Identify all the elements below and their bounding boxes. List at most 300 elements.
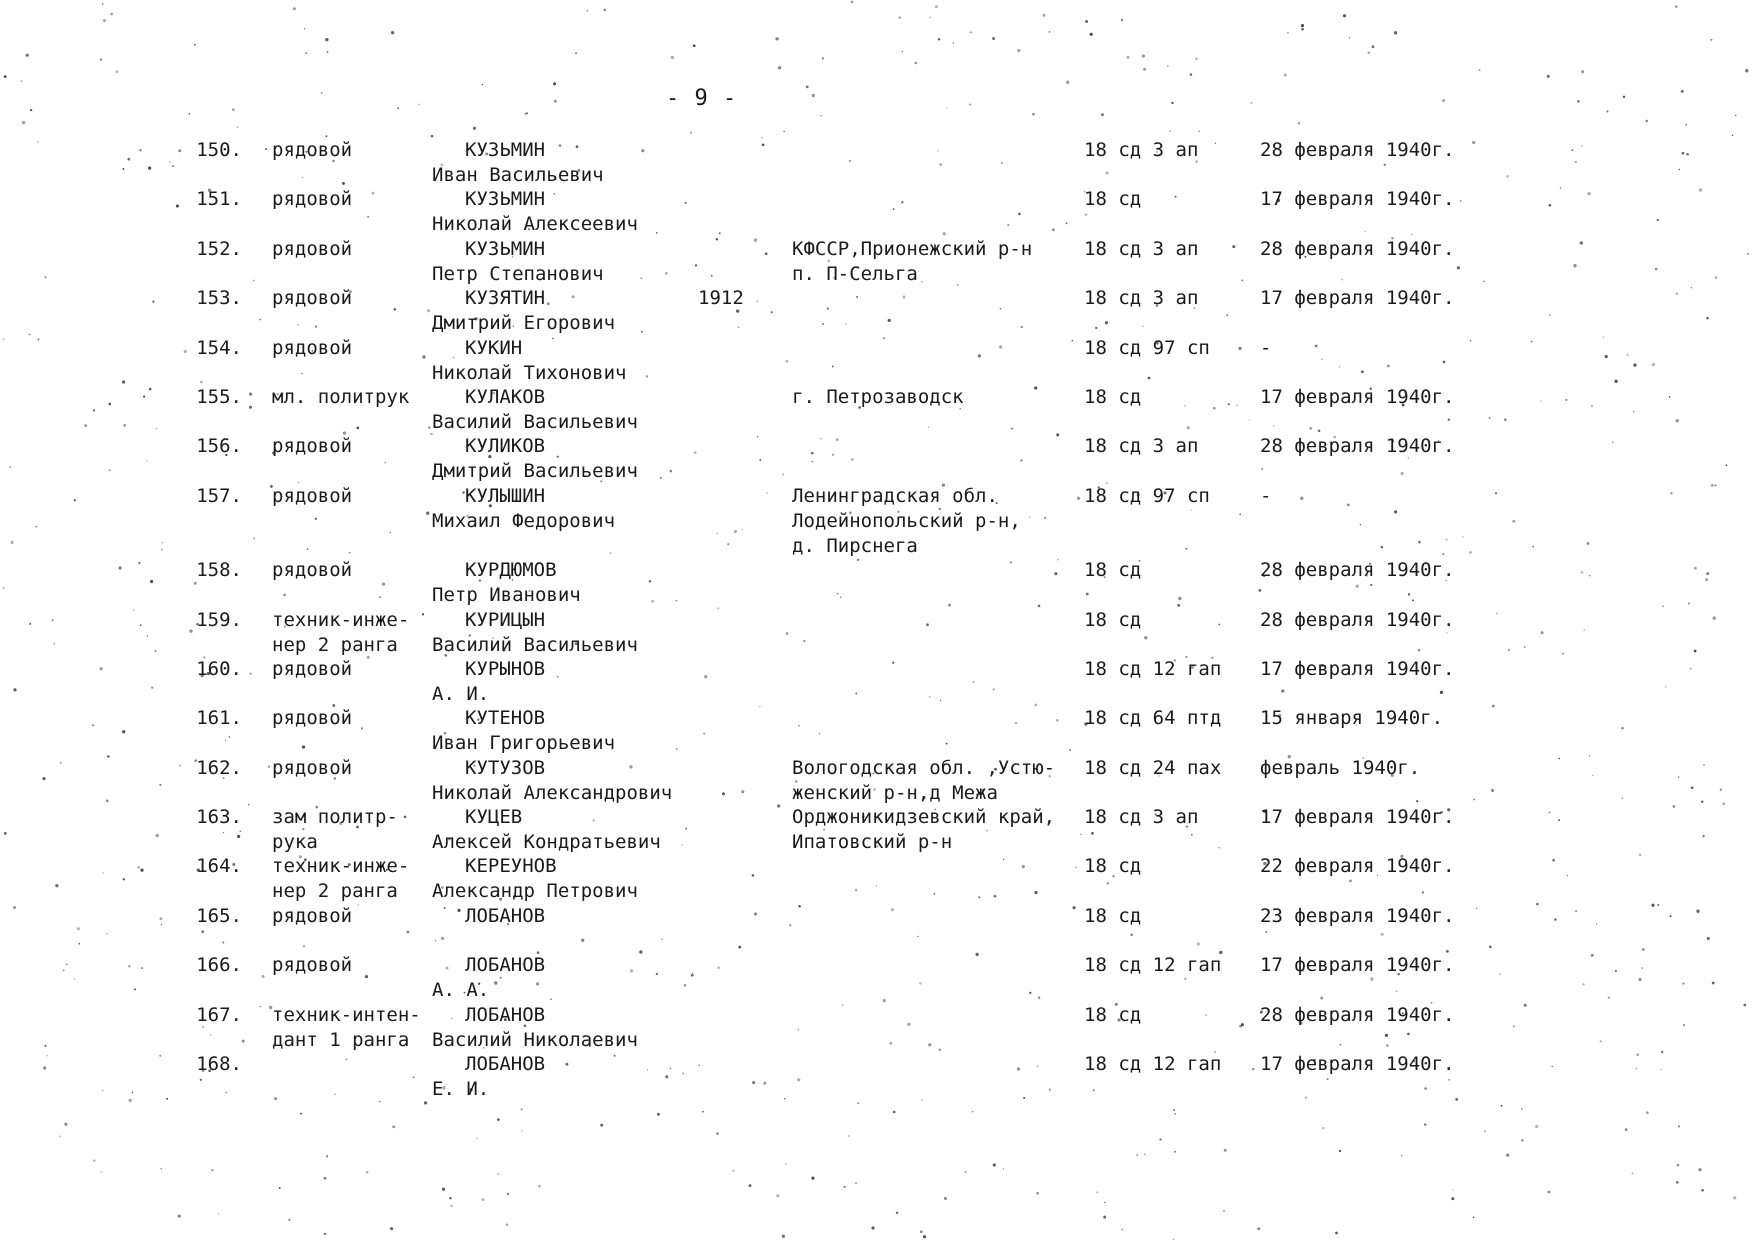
scan-speck: [1372, 45, 1375, 48]
table-row: [0, 484, 1754, 558]
scan-speck: [1003, 1168, 1004, 1169]
surname-cell: ЛОБАНОВ: [465, 904, 546, 927]
scan-speck: [848, 1135, 849, 1136]
scan-speck: [21, 80, 22, 81]
scan-speck: [323, 1177, 326, 1180]
scan-speck: [1521, 1139, 1524, 1142]
scan-speck: [497, 1173, 499, 1175]
date-cell: 28 февраля 1940г.: [1260, 139, 1455, 161]
rank-cell: мл. политрук: [272, 385, 410, 408]
given-name-cell: Иван Васильевич: [432, 164, 604, 186]
scan-speck: [806, 86, 809, 89]
scan-speck: [1195, 58, 1197, 60]
scan-speck: [1257, 1227, 1260, 1230]
scan-speck: [521, 1130, 522, 1131]
scan-speck: [1090, 33, 1093, 36]
scan-speck: [397, 107, 399, 109]
given-name-cell: А. А.: [432, 979, 490, 1002]
scan-speck: [64, 1123, 67, 1126]
scan-speck: [776, 1194, 779, 1197]
scan-speck: [110, 13, 113, 16]
scan-speck: [716, 1132, 719, 1135]
scan-speck: [1521, 1108, 1522, 1109]
scan-speck: [1127, 56, 1130, 59]
scan-speck: [871, 1226, 874, 1229]
scan-speck: [1097, 1191, 1099, 1193]
scan-speck: [115, 70, 118, 73]
rank-cell: зам политр- рука: [272, 806, 398, 854]
scan-speck: [944, 1197, 947, 1200]
scan-speck: [1547, 1191, 1550, 1194]
scan-speck: [554, 100, 557, 103]
unit-cell: 18 сд 12 гап: [1084, 954, 1222, 977]
scan-speck: [1121, 1229, 1123, 1231]
table-row: [0, 756, 1754, 805]
scan-speck: [1646, 1111, 1649, 1114]
scan-speck: [30, 109, 32, 111]
unit-cell: 18 сд 3 ап: [1084, 287, 1199, 310]
record-number: 159.: [196, 608, 242, 631]
scan-speck: [59, 1136, 60, 1137]
scan-speck: [218, 1213, 219, 1214]
rank-cell: техник-интен- дант 1 ранга: [272, 1003, 421, 1051]
scan-speck: [992, 37, 995, 40]
scan-speck: [1339, 1150, 1341, 1152]
scan-speck: [946, 107, 947, 108]
scan-speck: [305, 52, 307, 54]
scan-speck: [1442, 99, 1445, 102]
rank-cell: рядовой: [272, 756, 353, 779]
given-name-cell: Александр Петрович: [432, 880, 638, 903]
scan-speck: [1623, 96, 1625, 98]
birthplace-cell: Орджоникидзевский край, Ипатовский р-н: [792, 806, 1056, 854]
scan-speck: [1581, 70, 1584, 73]
scan-speck: [671, 56, 674, 59]
surname-cell: КУКИН: [465, 336, 523, 359]
scan-speck: [1066, 81, 1069, 84]
record-number: 167.: [196, 1003, 242, 1026]
scan-speck: [923, 1235, 926, 1238]
table-row: [0, 657, 1754, 706]
scan-speck: [1632, 1173, 1634, 1175]
given-name-cell: Алексей Кондратьевич: [432, 831, 661, 854]
rank-cell: рядовой: [272, 237, 353, 260]
scan-speck: [1171, 102, 1173, 104]
scan-speck: [450, 1205, 452, 1207]
record-number: 153.: [196, 287, 242, 310]
scan-speck: [935, 5, 938, 8]
table-row: [0, 434, 1754, 483]
rank-cell: рядовой: [272, 287, 353, 310]
scan-speck: [1547, 75, 1550, 78]
scan-speck: [1301, 28, 1304, 31]
scan-speck: [482, 84, 484, 86]
date-cell: 17 февраля 1940г.: [1260, 806, 1455, 829]
scan-speck: [1224, 1149, 1227, 1152]
scan-speck: [22, 121, 25, 124]
given-name-cell: Николай Алексеевич: [432, 213, 638, 236]
scan-speck: [851, 1, 854, 4]
scan-speck: [1085, 20, 1088, 23]
scan-speck: [1676, 1181, 1679, 1184]
surname-cell: КУЦЕВ: [465, 806, 523, 829]
scan-speck: [325, 38, 328, 41]
unit-cell: 18 сд: [1084, 608, 1142, 631]
scan-speck: [920, 1230, 923, 1233]
surname-cell: ЛОБАНОВ: [465, 1053, 546, 1076]
unit-cell: 18 сд 12 гап: [1084, 657, 1222, 680]
rank-cell: рядовой: [272, 336, 353, 359]
scan-speck: [507, 1193, 509, 1195]
unit-cell: 18 сд 24 пах: [1084, 756, 1222, 779]
given-name-cell: Николай Тихонович: [432, 361, 627, 384]
scan-speck: [893, 1111, 896, 1114]
scan-speck: [1101, 113, 1104, 116]
record-number: 160.: [196, 657, 242, 680]
record-number: 158.: [196, 559, 242, 582]
scan-speck: [1368, 52, 1371, 55]
unit-cell: 18 сд 64 птд: [1084, 707, 1222, 730]
scan-speck: [1501, 1105, 1503, 1107]
surname-cell: КЕРЕУНОВ: [465, 855, 557, 878]
scan-speck: [237, 126, 239, 128]
date-cell: 15 января 1940г.: [1260, 707, 1444, 730]
scan-speck: [1401, 1155, 1402, 1156]
scan-speck: [473, 127, 476, 130]
scan-speck: [964, 1171, 966, 1173]
date-cell: 17 февраля 1940г.: [1260, 287, 1455, 310]
rank-cell: рядовой: [272, 707, 353, 730]
scan-speck: [1143, 68, 1146, 71]
scan-speck: [749, 1184, 752, 1187]
given-name-cell: Дмитрий Васильевич: [432, 460, 638, 483]
table-row: [0, 336, 1754, 385]
scan-speck: [1677, 1164, 1680, 1167]
scan-speck: [693, 44, 696, 47]
rank-cell: рядовой: [272, 188, 353, 211]
surname-cell: КУЗЬМИН: [465, 188, 546, 211]
scan-speck: [1698, 1168, 1701, 1171]
scan-speck: [587, 10, 589, 12]
scan-speck: [1506, 1154, 1509, 1157]
table-row: [0, 904, 1754, 953]
scan-speck: [1732, 135, 1734, 137]
record-number: 152.: [196, 237, 242, 260]
given-name-cell: Иван Григорьевич: [432, 732, 616, 755]
scan-speck: [1103, 1216, 1106, 1219]
scan-speck: [424, 1101, 427, 1104]
scan-speck: [600, 1124, 603, 1127]
date-cell: 17 февраля 1940г.: [1260, 657, 1455, 680]
scan-speck: [1646, 120, 1648, 122]
surname-cell: КУЗЯТИН: [465, 287, 546, 310]
date-cell: 17 февраля 1940г.: [1260, 188, 1455, 211]
scan-speck: [326, 135, 328, 137]
scan-speck: [1198, 131, 1200, 133]
scan-speck: [1701, 1189, 1704, 1192]
date-cell: -: [1260, 484, 1272, 507]
record-number: 166.: [196, 954, 242, 977]
scan-speck: [690, 132, 692, 134]
surname-cell: КУТЕНОВ: [465, 707, 546, 730]
record-number: 162.: [196, 756, 242, 779]
surname-cell: КУРДЮМОВ: [465, 559, 557, 582]
table-row: [0, 805, 1754, 854]
table-row: [0, 608, 1754, 657]
scan-speck: [1287, 32, 1289, 34]
record-number: 155.: [196, 385, 242, 408]
date-cell: 17 февраля 1940г.: [1260, 954, 1455, 977]
birthplace-cell: г. Петрозаводск: [792, 385, 964, 408]
scan-speck: [1043, 14, 1046, 17]
unit-cell: 18 сд: [1084, 559, 1142, 582]
birth-year-cell: 1912: [698, 287, 744, 310]
unit-cell: 18 сд: [1084, 385, 1142, 408]
scan-speck: [1169, 130, 1171, 132]
scan-speck: [293, 7, 296, 10]
unit-cell: 18 сд 3 ап: [1084, 435, 1199, 458]
date-cell: 23 февраля 1940г.: [1260, 904, 1455, 927]
scan-speck: [538, 1185, 541, 1188]
date-cell: февраль 1940г.: [1260, 756, 1421, 779]
scan-speck: [366, 1171, 368, 1173]
scan-speck: [521, 1108, 523, 1110]
record-number: 151.: [196, 188, 242, 211]
scan-speck: [26, 54, 29, 57]
rank-cell: рядовой: [272, 904, 353, 927]
scan-speck: [1453, 1189, 1454, 1190]
scan-speck: [1167, 65, 1169, 67]
scan-speck: [775, 37, 778, 40]
date-cell: 28 февраля 1940г.: [1260, 559, 1455, 582]
given-name-cell: Дмитрий Егорович: [432, 312, 616, 335]
scan-speck: [497, 1118, 500, 1121]
rank-cell: рядовой: [272, 435, 353, 458]
unit-cell: 18 сд: [1084, 1003, 1142, 1026]
casualty-list: [0, 138, 1754, 1101]
scan-speck: [418, 104, 419, 105]
scan-speck: [1159, 1138, 1162, 1141]
surname-cell: КУЗЬМИН: [465, 139, 546, 161]
rank-cell: рядовой: [272, 954, 353, 977]
scan-speck: [1142, 54, 1145, 57]
scan-speck: [93, 1159, 96, 1162]
scan-speck: [1479, 69, 1481, 71]
unit-cell: 18 сд 3 ап: [1084, 139, 1199, 161]
scan-speck: [1322, 1127, 1324, 1129]
scan-speck: [1301, 24, 1304, 27]
scan-speck: [1104, 1202, 1106, 1204]
scan-speck: [431, 135, 434, 138]
record-number: 156.: [196, 435, 242, 458]
scan-speck: [1174, 1151, 1176, 1153]
unit-cell: 18 сд 3 ап: [1084, 237, 1199, 260]
given-name-cell: Василий Николаевич: [432, 1028, 638, 1051]
scan-speck: [970, 31, 972, 33]
scan-speck: [1121, 19, 1124, 22]
scan-speck: [442, 1188, 445, 1191]
unit-cell: 18 сд: [1084, 855, 1142, 878]
scan-speck: [702, 1111, 704, 1113]
scan-speck: [857, 1102, 859, 1104]
scan-speck: [1733, 1196, 1736, 1199]
scan-speck: [822, 57, 824, 59]
scan-speck: [969, 104, 971, 106]
unit-cell: 18 сд: [1084, 904, 1142, 927]
table-row: [0, 558, 1754, 607]
rank-cell: рядовой: [272, 484, 353, 507]
scan-speck: [575, 52, 577, 54]
scan-speck: [101, 1171, 102, 1172]
scan-speck: [1424, 1123, 1427, 1126]
table-row: [0, 187, 1754, 236]
scan-speck: [1174, 1113, 1176, 1115]
table-row: [0, 385, 1754, 434]
scan-speck: [1678, 1126, 1680, 1128]
scan-speck: [1017, 49, 1020, 52]
scan-speck: [1577, 100, 1579, 102]
scan-speck: [1144, 1153, 1146, 1155]
record-number: 163.: [196, 806, 242, 829]
surname-cell: КУЛАКОВ: [465, 385, 546, 408]
scan-speck: [1625, 1128, 1628, 1131]
scan-speck: [1223, 1210, 1224, 1211]
scan-speck: [1136, 1154, 1138, 1156]
scan-speck: [1032, 113, 1035, 116]
scan-speck: [1473, 1216, 1475, 1218]
date-cell: 17 февраля 1940г.: [1260, 1053, 1455, 1076]
unit-cell: 18 сд 12 гап: [1084, 1053, 1222, 1076]
scan-speck: [1484, 1130, 1486, 1132]
given-name-cell: Е. И.: [432, 1078, 490, 1101]
given-name-cell: Николай Александрович: [432, 781, 673, 804]
scan-speck: [477, 1138, 478, 1139]
scan-speck: [785, 1163, 786, 1164]
rank-cell: рядовой: [272, 657, 353, 680]
table-row: [0, 1003, 1754, 1052]
given-name-cell: Михаил Федорович: [432, 509, 616, 532]
scan-speck: [178, 1215, 181, 1218]
record-number: 154.: [196, 336, 242, 359]
scan-speck: [1335, 1232, 1338, 1235]
unit-cell: 18 сд 97 сп: [1084, 484, 1210, 507]
table-row: [0, 237, 1754, 286]
scan-speck: [778, 66, 781, 69]
table-row: [0, 138, 1754, 187]
unit-cell: 18 сд: [1084, 188, 1142, 211]
rank-cell: рядовой: [272, 139, 353, 161]
scan-speck: [1451, 1197, 1454, 1200]
scan-speck: [1675, 5, 1677, 7]
scan-speck: [288, 1219, 290, 1221]
date-cell: 28 февраля 1940г.: [1260, 608, 1455, 631]
scan-speck: [604, 9, 607, 12]
scan-speck: [855, 1182, 857, 1184]
scan-speck: [390, 1227, 393, 1230]
given-name-cell: Петр Степанович: [432, 262, 604, 285]
scan-speck: [304, 28, 305, 29]
scan-speck: [1284, 74, 1287, 77]
surname-cell: КУЗЬМИН: [465, 237, 546, 260]
scan-speck: [1298, 122, 1301, 125]
scan-speck: [1394, 31, 1397, 34]
surname-cell: КУРИЦЫН: [465, 608, 546, 631]
scan-speck: [103, 19, 106, 22]
surname-cell: ЛОБАНОВ: [465, 954, 546, 977]
scan-speck: [392, 1125, 395, 1128]
scan-speck: [189, 113, 191, 115]
scan-speck: [321, 92, 323, 94]
date-cell: 28 февраля 1940г.: [1260, 435, 1455, 458]
scan-speck: [391, 31, 394, 34]
scan-speck: [1710, 39, 1712, 41]
scan-speck: [1190, 73, 1192, 75]
scan-speck: [482, 1198, 485, 1201]
scan-speck: [1681, 90, 1684, 93]
surname-cell: КУРЫНОВ: [465, 657, 546, 680]
record-number: 165.: [196, 904, 242, 927]
scan-speck: [232, 108, 235, 111]
scan-speck: [938, 38, 940, 40]
rank-cell: рядовой: [272, 559, 353, 582]
scan-speck: [524, 113, 526, 115]
date-cell: -: [1260, 336, 1272, 359]
scan-speck: [161, 1168, 162, 1169]
surname-cell: КУТУЗОВ: [465, 756, 546, 779]
scan-speck: [972, 1111, 974, 1113]
scan-speck: [953, 42, 955, 44]
scan-speck: [1735, 115, 1736, 116]
table-row: [0, 1052, 1754, 1101]
scan-speck: [899, 17, 901, 19]
scan-speck: [732, 1170, 734, 1172]
scan-speck: [782, 1235, 785, 1238]
date-cell: 28 февраля 1940г.: [1260, 237, 1455, 260]
scan-speck: [915, 62, 917, 64]
scan-speck: [844, 1186, 846, 1188]
scan-speck: [102, 3, 104, 5]
scan-speck: [100, 58, 102, 60]
given-name-cell: Петр Иванович: [432, 584, 581, 607]
surname-cell: КУЛИКОВ: [465, 435, 546, 458]
scan-speck: [449, 1197, 451, 1199]
table-row: [0, 854, 1754, 903]
scan-speck: [326, 1155, 328, 1157]
table-row: [0, 706, 1754, 755]
scan-speck: [811, 1177, 814, 1180]
record-number: 161.: [196, 707, 242, 730]
scan-speck: [553, 82, 556, 85]
record-number: 164.: [196, 855, 242, 878]
scan-speck: [930, 17, 931, 18]
surname-cell: КУЛЫШИН: [465, 484, 546, 507]
scan-speck: [324, 1233, 326, 1235]
birthplace-cell: Вологодская обл. ,Устю- женский р-н,д Межа: [792, 756, 1056, 804]
scan-speck: [279, 1187, 281, 1189]
unit-cell: 18 сд 3 ап: [1084, 806, 1199, 829]
date-cell: 28 февраля 1940г.: [1260, 1003, 1455, 1026]
scan-speck: [194, 44, 196, 46]
record-number: 150.: [196, 139, 242, 161]
scan-speck: [657, 1113, 660, 1116]
date-cell: 17 февраля 1940г.: [1260, 385, 1455, 408]
scan-speck: [1173, 1109, 1175, 1111]
table-row: [0, 286, 1754, 335]
scan-speck: [506, 1224, 508, 1226]
scan-speck: [1250, 102, 1252, 104]
scan-speck: [1036, 1192, 1039, 1195]
birthplace-cell: Ленинградская обл. Лодейнопольский р-н, д. Пирснега: [792, 484, 1021, 557]
